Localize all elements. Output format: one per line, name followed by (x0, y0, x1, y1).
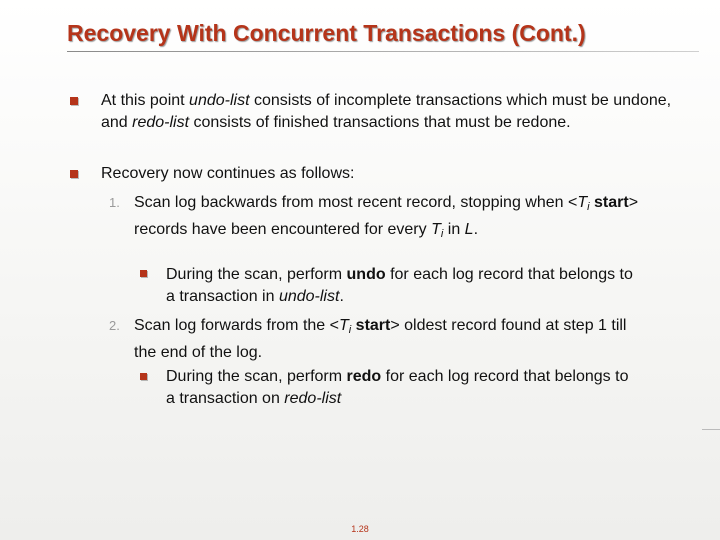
text-run: > records have been encountered for every (134, 194, 639, 238)
title-underline (67, 51, 699, 52)
bullet-marker (70, 170, 78, 178)
bullet-marker (70, 97, 78, 105)
edge-mark (702, 429, 720, 430)
text-run: consists of incomplete transactions which must be undone, and (101, 92, 672, 131)
text-run: During the scan, perform (166, 368, 347, 385)
text-run: Scan log backwards from most recent record, stopping when < (134, 194, 578, 211)
sub-bullet-marker (140, 270, 147, 277)
start-keyword: start (351, 317, 391, 334)
step-number-1: 1. (109, 195, 120, 210)
text-run: . (473, 220, 479, 238)
bullet-undo-redo-lists (101, 90, 676, 133)
page-number: 1.28 (351, 524, 369, 534)
text-run: At this point (101, 92, 190, 109)
text-run: for each log record that belongs to a transaction on (166, 368, 629, 407)
text-run: Scan log forwards from the < (134, 317, 339, 334)
slide-title: Recovery With Concurrent Transactions (Cont.) (67, 20, 586, 46)
text-run: . (339, 287, 344, 305)
list-symbol: L (464, 220, 474, 238)
undo-list-term: undo-list (189, 92, 250, 109)
step-2-scan-forwards (134, 315, 634, 363)
redo-keyword: redo (346, 368, 382, 385)
text-run: During the scan, perform (166, 266, 347, 283)
undo-list-term: undo-list (278, 287, 340, 305)
step-2-redo-sub-bullet (166, 366, 636, 409)
step-number-2: 2. (109, 318, 120, 333)
step-1-undo-sub-bullet (166, 264, 636, 307)
subscript: i (440, 227, 444, 240)
subscript: i (348, 324, 352, 336)
bullet-recovery-continues: Recovery now continues as follows: (101, 165, 355, 182)
text-run: > oldest record found at step 1 till the end of the log. (134, 317, 627, 361)
text-run: in (443, 220, 465, 238)
redo-list-term: redo-list (284, 389, 342, 407)
redo-list-term: redo-list (132, 113, 190, 131)
transaction-symbol: T (338, 317, 349, 334)
text-run: for each log record that belongs to a transaction in (166, 266, 633, 305)
transaction-symbol: T (577, 194, 588, 211)
undo-keyword: undo (346, 266, 386, 283)
subscript: i (587, 201, 590, 213)
start-keyword: start (589, 194, 629, 211)
transaction-symbol: T (431, 220, 441, 238)
text-run: consists of finished transactions that must be redone. (189, 113, 571, 131)
sub-bullet-marker (140, 373, 147, 380)
step-1-scan-backwards (134, 192, 674, 245)
